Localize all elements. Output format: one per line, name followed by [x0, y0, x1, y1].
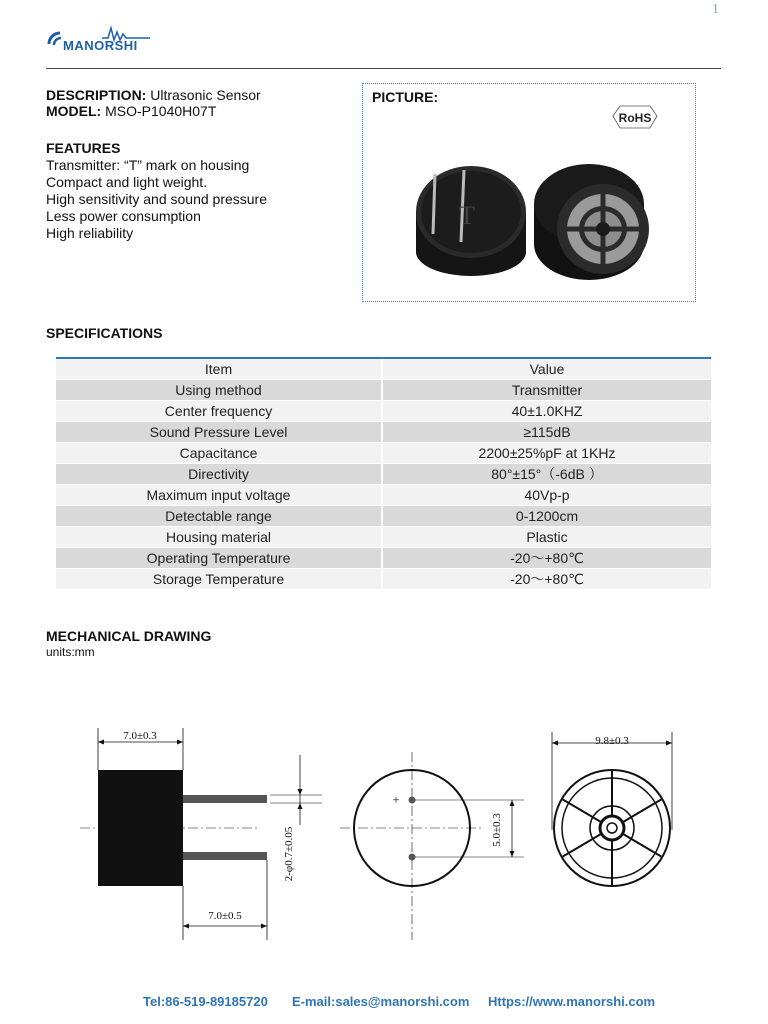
spec-value: Plastic: [383, 527, 711, 547]
specifications-heading: SPECIFICATIONS: [46, 325, 163, 341]
spec-item: Directivity: [56, 464, 381, 484]
footer-tel: Tel:86-519-89185720: [143, 994, 268, 1009]
grille-view-outline: [554, 770, 670, 886]
spec-row: [56, 527, 711, 547]
footer-email-link[interactable]: E-mail:sales@manorshi.com: [292, 994, 470, 1009]
spec-row: [56, 443, 711, 463]
spec-value: 40Vp-p: [383, 485, 711, 505]
dim-diameter: 9.8±0.3: [595, 735, 629, 747]
model-label: MODEL:: [46, 103, 102, 119]
description-value: Ultrasonic Sensor: [150, 87, 261, 103]
spec-item: Maximum input voltage: [56, 485, 381, 505]
spec-item: Capacitance: [56, 443, 381, 463]
model-value: MSO-P1040H07T: [105, 103, 217, 119]
feature-item: High reliability: [46, 225, 134, 241]
product-photo: [363, 84, 695, 301]
spec-item: Detectable range: [56, 506, 381, 526]
dim-body-length: 7.0±0.3: [123, 730, 157, 742]
rohs-text: RoHS: [618, 111, 652, 125]
spec-value: 0-1200cm: [383, 506, 711, 526]
feature-item: Transmitter: “T” mark on housing: [46, 157, 250, 173]
polarity-plus-mark: +: [392, 792, 400, 807]
spec-value: 40±1.0KHZ: [383, 401, 711, 421]
page-number: 1: [712, 2, 719, 17]
spec-item: Storage Temperature: [56, 569, 381, 589]
spec-row: [56, 401, 711, 421]
pin-shape: [183, 852, 267, 860]
feature-item: Less power consumption: [46, 208, 201, 224]
spec-row: [56, 506, 711, 526]
spec-header-row: [56, 359, 711, 379]
spec-row: [56, 569, 711, 589]
spec-value: ≥115dB: [383, 422, 711, 442]
spec-row: [56, 548, 711, 568]
features-list: [46, 157, 267, 242]
pin-shape: [183, 795, 267, 803]
spec-row: [56, 422, 711, 442]
dim-pin-diameter: 2-φ0.7±0.05: [283, 826, 295, 882]
spec-header-item: Item: [56, 359, 381, 379]
feature-item: High sensitivity and sound pressure: [46, 191, 268, 207]
spec-value: 80°±15°（-6dB ）: [383, 464, 711, 484]
spec-header-value: Value: [383, 359, 711, 379]
spec-item: Sound Pressure Level: [56, 422, 381, 442]
picture-label: PICTURE:: [372, 89, 439, 105]
sensor-front-icon: [416, 166, 526, 276]
company-logo: [46, 24, 154, 58]
logo-text: MANORSHI: [63, 38, 138, 53]
pin-hole: [409, 854, 416, 861]
spec-item: Housing material: [56, 527, 381, 547]
spec-item: Operating Temperature: [56, 548, 381, 568]
dim-pin-length: 7.0±0.5: [208, 910, 242, 922]
spec-value: -20～+80℃: [383, 569, 711, 589]
units-label: units:mm: [46, 645, 95, 659]
model-line: [46, 103, 216, 120]
spec-value: 2200±25%pF at 1KHz: [383, 443, 711, 463]
picture-box: [362, 83, 696, 302]
pin-hole: [409, 797, 416, 804]
spec-value: Transmitter: [383, 380, 711, 400]
sensor-back-icon: [534, 164, 649, 280]
header-divider: [46, 68, 721, 69]
spec-item: Using method: [56, 380, 381, 400]
description-line: [46, 87, 261, 104]
feature-item: Compact and light weight.: [46, 174, 208, 190]
rohs-icon: [613, 106, 657, 128]
mechanical-drawing: [0, 700, 768, 960]
description-label: DESCRIPTION:: [46, 87, 147, 103]
features-heading: FEATURES: [46, 140, 121, 156]
spec-item: Center frequency: [56, 401, 381, 421]
dim-pin-spacing: 5.0±0.3: [491, 813, 503, 847]
spec-value: -20～+80℃: [383, 548, 711, 568]
spec-row: [56, 485, 711, 505]
spec-row: [56, 464, 711, 484]
footer-website-link[interactable]: Https://www.manorshi.com: [488, 994, 656, 1009]
mechanical-heading: MECHANICAL DRAWING: [46, 628, 212, 644]
housing-t-mark: T: [459, 201, 475, 230]
spec-row: [56, 380, 711, 400]
